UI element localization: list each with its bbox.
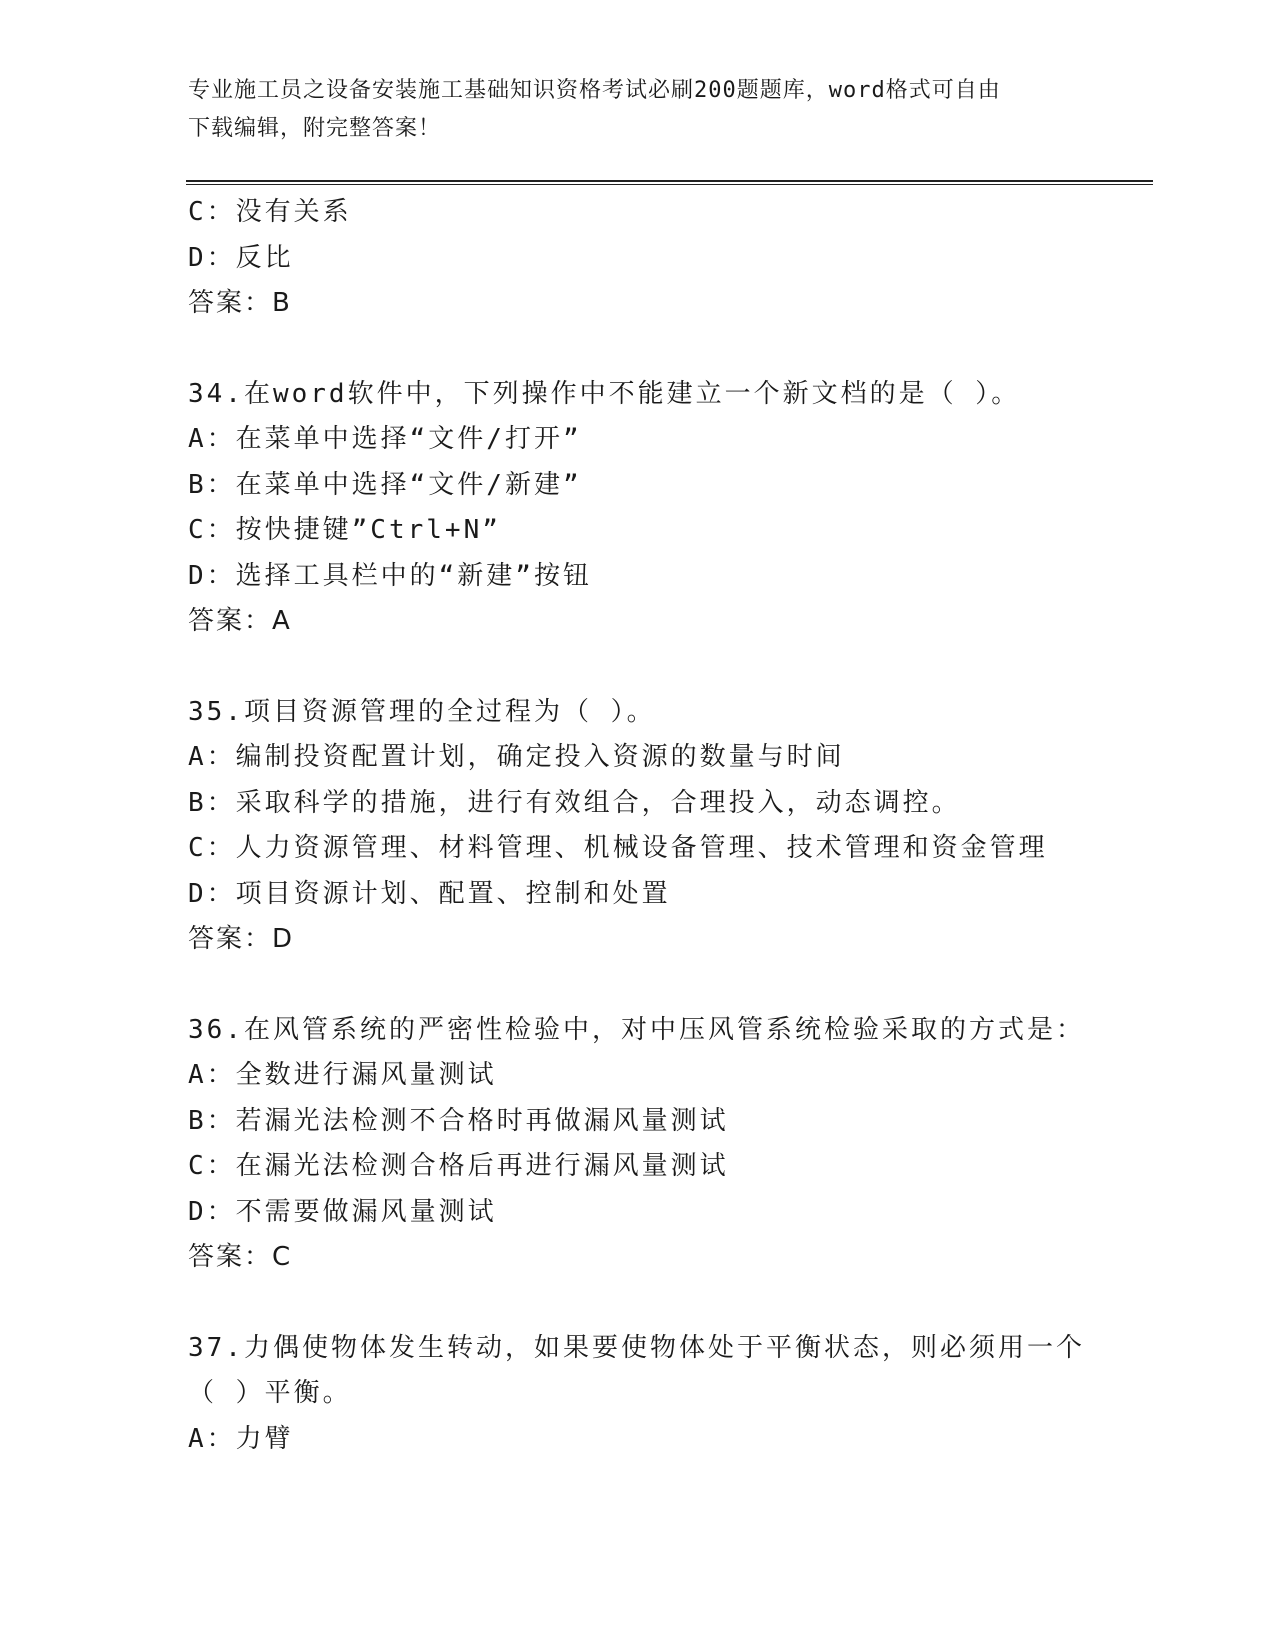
question-stem: 36.在风管系统的严密性检验中，对中压风管系统检验采取的方式是： [188,1014,1085,1045]
question-block-37 [188,1326,1118,1463]
question-stem-continued: （ ）平衡。 [188,1378,352,1408]
question-block-partial [188,190,1118,327]
option-line: C：没有关系 [188,197,352,227]
option-line: D：不需要做漏风量测试 [188,1196,497,1227]
option-line: C：人力资源管理、材料管理、机械设备管理、技术管理和资金管理 [188,833,1048,863]
option-line: D：选择工具栏中的“新建”按钮 [188,560,592,591]
question-stem: 37.力偶使物体发生转动，如果要使物体处于平衡状态，则必须用一个 [188,1332,1085,1363]
header-line-2: 下载编辑，附完整答案！ [188,116,442,141]
answer-line: 答案：D [188,924,295,954]
document-body [188,190,1118,1462]
answer-line: 答案：A [188,606,292,636]
header-line-1: 专业施工员之设备安装施工基础知识资格考试必刷200题题库，word格式可自由 [188,78,1001,103]
option-line: C：在漏光法检测合格后再进行漏风量测试 [188,1151,729,1181]
answer-line: 答案：B [188,288,292,318]
option-line: B：在菜单中选择“文件/新建” [188,469,582,500]
header-divider [186,180,1153,182]
option-line: A：编制投资配置计划，确定投入资源的数量与时间 [188,742,845,772]
option-line: D：项目资源计划、配置、控制和处置 [188,878,671,909]
question-block-36 [188,1008,1118,1281]
option-line: B：若漏光法检测不合格时再做漏风量测试 [188,1105,729,1136]
header-divider-thin [186,184,1153,185]
question-stem: 34.在word软件中，下列操作中不能建立一个新文档的是（ ）。 [188,378,1021,409]
question-block-35 [188,690,1118,963]
option-line: C：按快捷键”Ctrl+N” [188,515,501,545]
answer-line: 答案：C [188,1242,293,1272]
question-block-34 [188,372,1118,645]
option-line: A：力臂 [188,1423,294,1454]
document-header [188,72,1088,148]
option-line: B：采取科学的措施，进行有效组合，合理投入，动态调控。 [188,787,961,818]
option-line: A：全数进行漏风量测试 [188,1060,497,1090]
option-line: D：反比 [188,242,294,273]
question-stem: 35.项目资源管理的全过程为（ ）。 [188,696,656,727]
option-line: A：在菜单中选择“文件/打开” [188,424,582,454]
